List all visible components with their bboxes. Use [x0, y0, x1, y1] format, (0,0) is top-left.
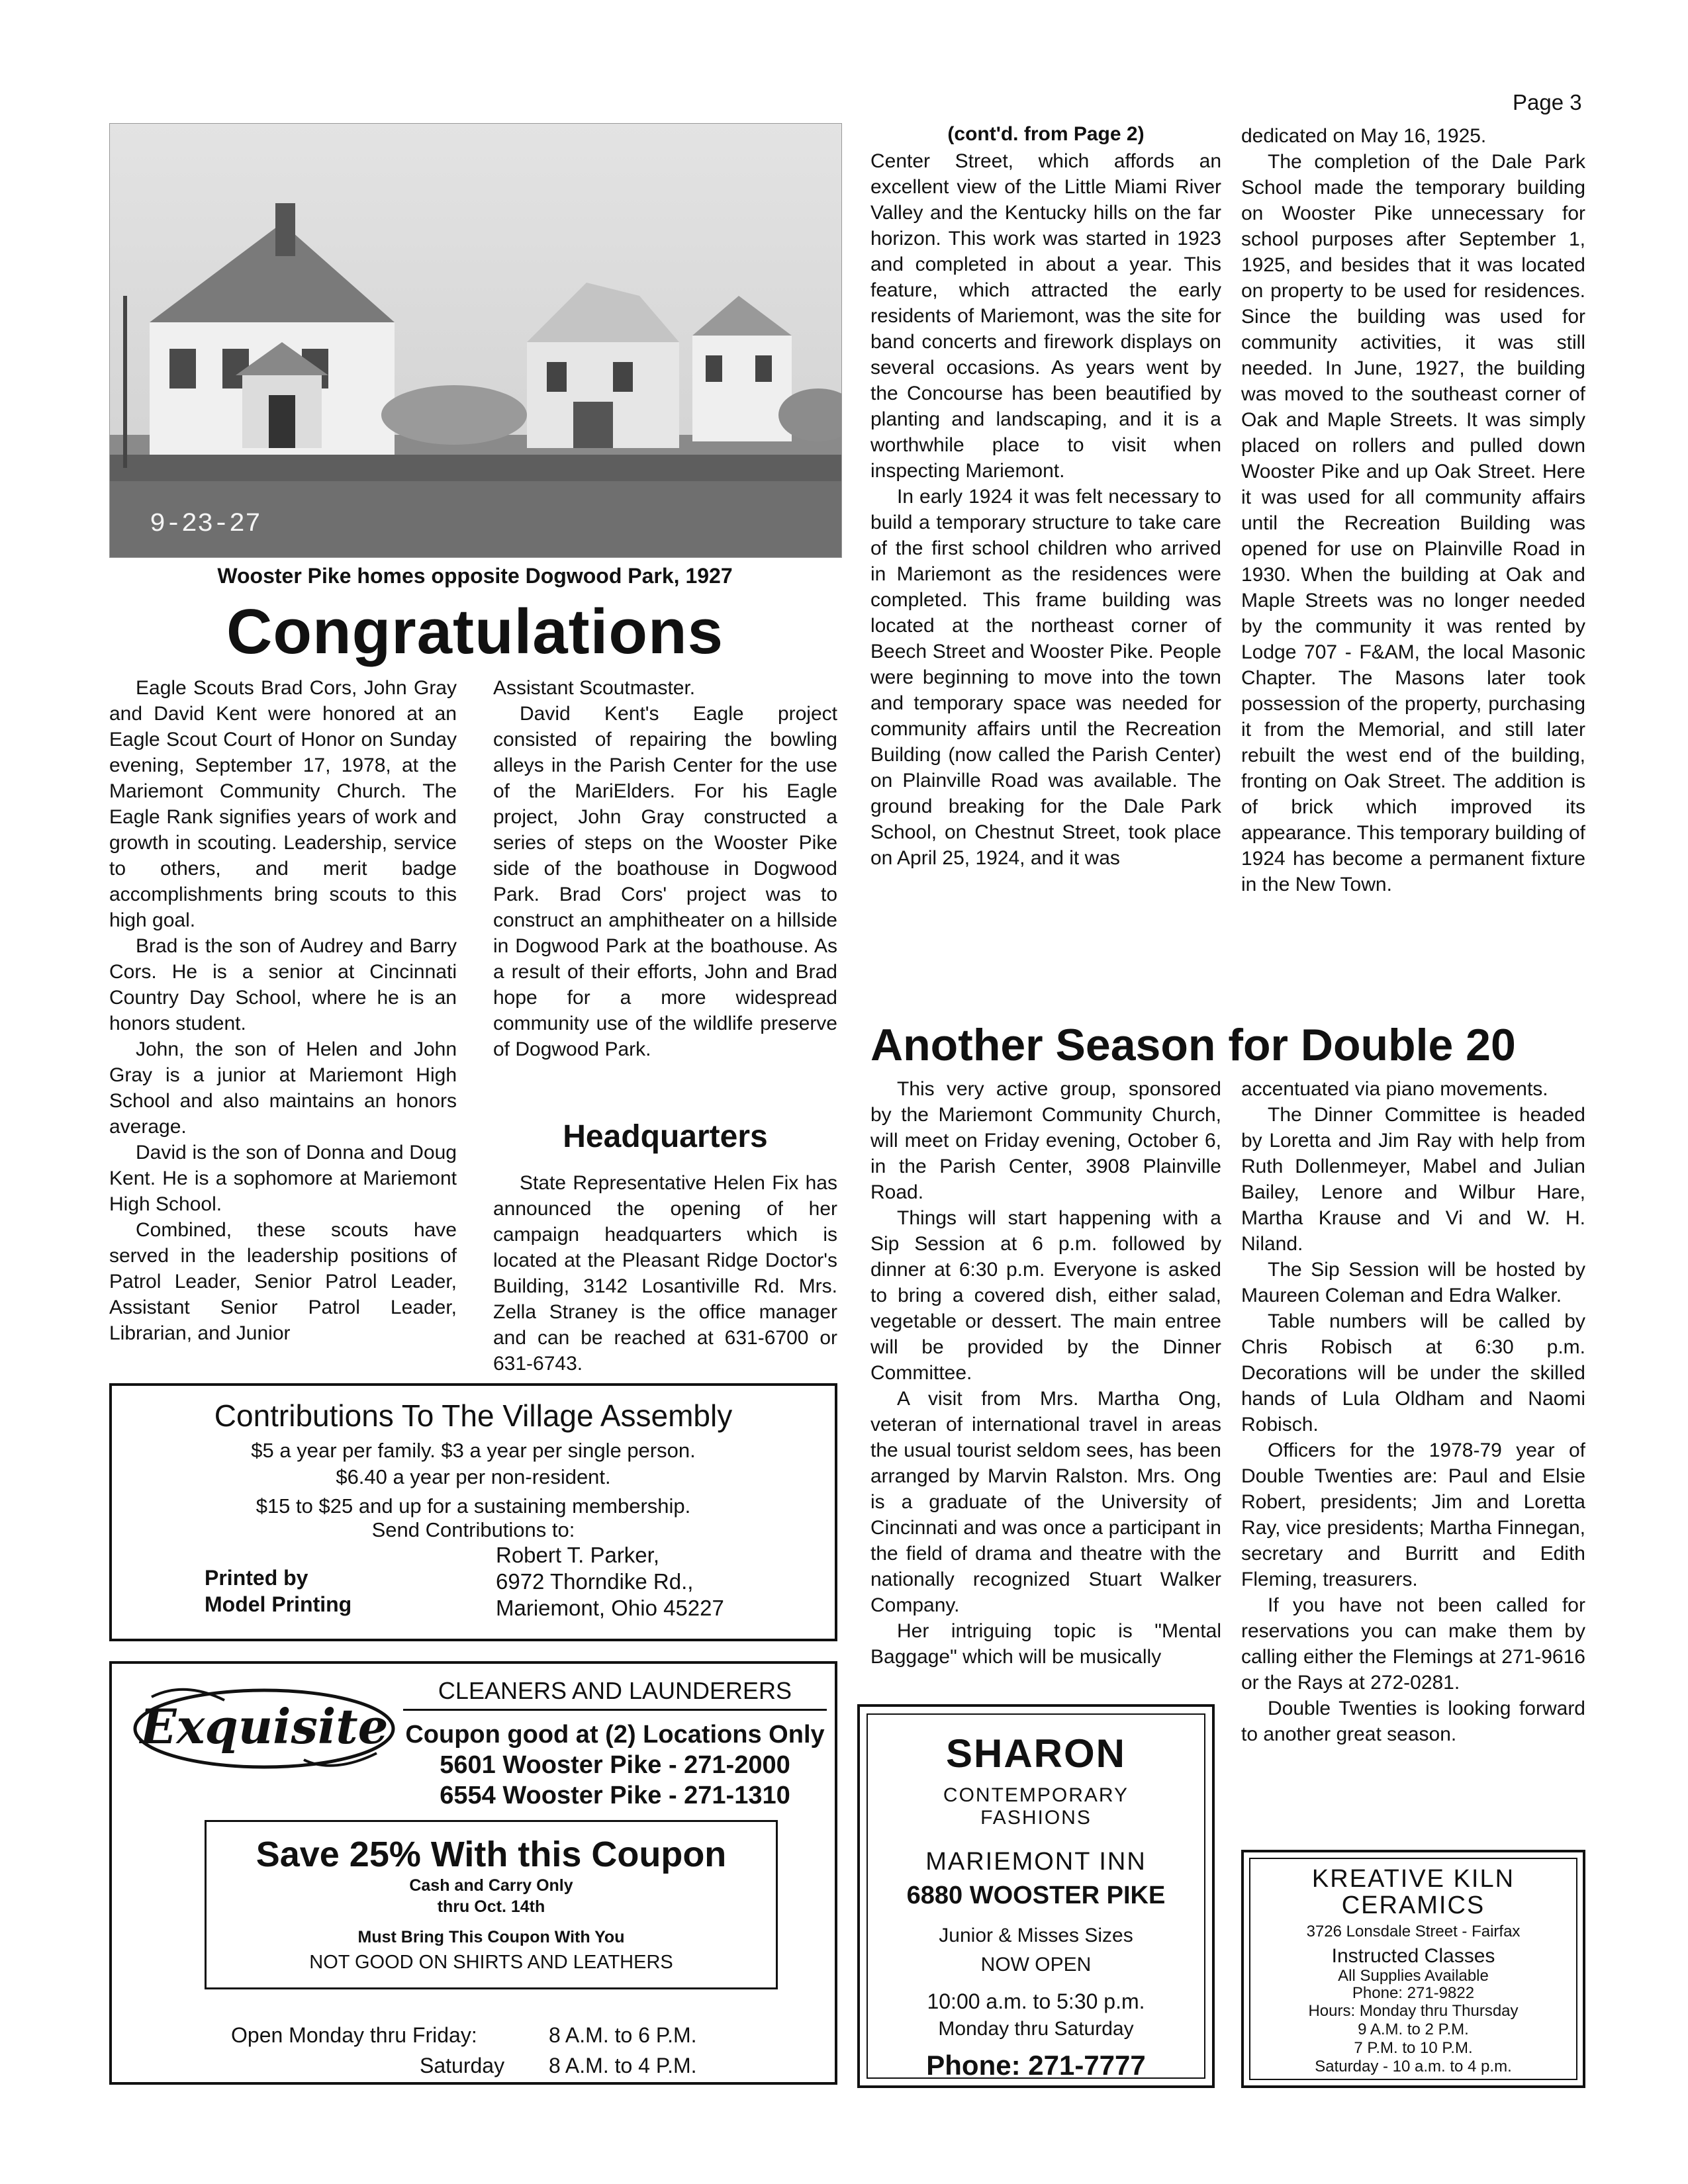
- kiln-classes: Instructed Classes: [1331, 1945, 1495, 1967]
- hours-value: 8 A.M. to 6 P.M.: [549, 2023, 697, 2047]
- coupon-box: [205, 1820, 778, 1989]
- address-line: 6972 Thorndike Rd.,: [496, 1569, 694, 1594]
- paragraph: Combined, these scouts have served in the leadership positions of Patrol Leader, Senior Patrol Leader, Assistant Senior Patrol Leader, Librarian, and Junior: [109, 1219, 457, 1344]
- kiln-hours: Hours: Monday thru Thursday: [1308, 2002, 1519, 2020]
- location-1: 5601 Wooster Pike - 271-2000: [440, 1751, 790, 1779]
- headquarters-heading: Headquarters: [563, 1119, 768, 1154]
- logo-text: Exquisite: [140, 1698, 389, 1754]
- paragraph: This very active group, sponsored by the Mariemont Community Church, will meet on Friday evening, October 6, in the Parish Center, 3908 Plainville Road.: [870, 1078, 1221, 1203]
- double20-column-4: [1241, 1076, 1585, 1747]
- contributions-title: Contributions To The Village Assembly: [214, 1398, 733, 1433]
- contributions-box: [109, 1383, 837, 1641]
- hours-row: [231, 2050, 697, 2081]
- photo-caption: Wooster Pike homes opposite Dogwood Park, 1927: [217, 564, 733, 588]
- kiln-name-line: CERAMICS: [1341, 1891, 1485, 1919]
- paragraph: Brad is the son of Audrey and Barry Cors. He is a senior at Cincinnati Country Day School, where he is an honors student.: [109, 935, 457, 1034]
- contributions-address: [496, 1542, 724, 1621]
- paragraph: The Dinner Committee is headed by Loretta and Jim Ray with help from Ruth Dollenmeyer, Mabel and Julian Bailey, Lenore and Wilbur Hare, Martha Krause and Vi and W. H. Niland.: [1241, 1104, 1585, 1255]
- hours-label: Saturday: [420, 2054, 505, 2077]
- kiln-address: 3726 Lonsdale Street - Fairfax: [1306, 1923, 1521, 1940]
- hours-value: 8 A.M. to 4 P.M.: [549, 2054, 697, 2077]
- paragraph: A visit from Mrs. Martha Ong, veteran of international travel in areas the usual tourist seldom sees, has been arranged by Marvin Ralston. Mrs. Ong is a graduate of the University of Cincinnati and was once a participant in the field of drama and theatre with the nationally recognized Stuart Walker Company.: [870, 1388, 1221, 1616]
- sharon-inn: MARIEMONT INN: [925, 1848, 1147, 1876]
- printer-name: Model Printing: [205, 1592, 352, 1616]
- exquisite-logo: [125, 1677, 403, 1776]
- not-good-note: NOT GOOD ON SHIRTS AND LEATHERS: [309, 1952, 673, 1973]
- paragraph: accentuated via piano movements.: [1241, 1078, 1548, 1100]
- paragraph: State Representative Helen Fix has announced the opening of her campaign headquarters which is located at the Pleasant Ridge Doctor's Building, 3142 Losantiville Rd. Mrs. Zella Straney is the office manager and can be reached at 631-6700 or 631-6743.: [493, 1172, 837, 1375]
- paragraph: Assistant Scoutmaster.: [493, 677, 696, 699]
- exquisite-cleaners-ad: [109, 1661, 837, 2085]
- cleaners-header: CLEANERS AND LAUNDERERS: [438, 1677, 792, 1704]
- hours-row: [231, 2020, 697, 2050]
- headquarters-article: [493, 1170, 837, 1377]
- paragraph: Table numbers will be called by Chris Robisch at 6:30 p.m. Decorations will be under the skilled hands of Lula Oldham and Naomi Robisch.: [1241, 1310, 1585, 1435]
- contributions-sustaining: $15 to $25 and up for a sustaining membership.: [256, 1494, 691, 1518]
- divider: [403, 1709, 827, 1711]
- sharon-address: 6880 WOOSTER PIKE: [906, 1882, 1166, 1909]
- sharon-name: SHARON: [945, 1731, 1126, 1776]
- kreative-kiln-ad: [1241, 1850, 1585, 2088]
- cash-carry: Cash and Carry Only: [409, 1876, 573, 1895]
- contributions-rates: $5 a year per family. $3 a year per single person.: [251, 1439, 696, 1462]
- kiln-name: [1250, 1866, 1576, 1919]
- sharon-phone: Phone: 271-7777: [926, 2050, 1146, 2081]
- paragraph: Eagle Scouts Brad Cors, John Gray and David Kent were honored at an Eagle Scout Court of Honor on Sunday evening, September 17, 1978, at the Mariemont Community Church. The Eagle Rank signifies years of work and growth in scouting. Leadership, service to others, and merit badge accomplishments bring scouts to this high goal.: [109, 677, 457, 931]
- coupon-note: Coupon good at (2) Locations Only: [405, 1721, 825, 1749]
- paragraph: The Sip Session will be hosted by Maureen Coleman and Edra Walker.: [1241, 1259, 1585, 1306]
- paragraph: David Kent's Eagle project consisted of repairing the bowling alleys in the Parish Center for the use of the MariElders. For his Eagle project, John Gray constructed a series of steps on the Wooster Pike side of the boathouse in Dogwood Park. Brad Cors' project was to construct an amphitheater on a hillside in Dogwood Park at the boathouse. As a result of their efforts, John and Brad hope for a more widespread community use of the wildlife preserve of Dogwood Park.: [493, 703, 837, 1060]
- sharon-fashions-ad: [857, 1704, 1215, 2088]
- tagline-line: FASHIONS: [980, 1807, 1092, 1829]
- printed-by: [205, 1565, 352, 1617]
- paragraph: If you have not been called for reservations you can make them by calling either the Flemings at 271-9616 or the Rays at 272-0281.: [1241, 1594, 1585, 1694]
- continued-note: (cont'd. from Page 2): [947, 123, 1145, 145]
- tagline-line: CONTEMPORARY: [943, 1784, 1129, 1806]
- history-column-3: [870, 148, 1221, 871]
- contributions-nonresident: $6.40 a year per non-resident.: [336, 1465, 611, 1488]
- coupon-expiry: thru Oct. 14th: [437, 1897, 545, 1916]
- kiln-hours-2: 7 P.M. to 10 P.M.: [1354, 2039, 1473, 2057]
- houses-photo: [109, 123, 842, 558]
- paragraph: Center Street, which affords an excellent view of the Little Miami River Valley and the Kentucky hills on the far horizon. This work was started in 1923 and completed in about a year. This feature, which attracted the early residents of Mariemont, was the site for band concerts and firework displays on several occasions. As years went by the Concourse has been beautified by planting and landscaping, and it is a worthwhile place to visit when inspecting Mariemont.: [870, 150, 1221, 482]
- congratulations-headline: Congratulations: [226, 596, 724, 667]
- printed-by-label: Printed by: [205, 1566, 308, 1590]
- sharon-tagline: [868, 1784, 1204, 1829]
- paragraph: David is the son of Donna and Doug Kent. He is a sophomore at Mariemont High School.: [109, 1142, 457, 1215]
- paragraph: John, the son of Helen and John Gray is a junior at Mariemont High School and also maintains an honors average.: [109, 1038, 457, 1138]
- congrats-column-1: [109, 675, 457, 1346]
- history-column-4: [1241, 123, 1585, 897]
- hours-label: Open Monday thru Friday:: [231, 2023, 477, 2047]
- kiln-supplies: All Supplies Available: [1338, 1967, 1489, 1985]
- paragraph: dedicated on May 16, 1925.: [1241, 125, 1487, 147]
- contributions-send-to: Send Contributions to:: [371, 1518, 575, 1541]
- sharon-days: Monday thru Saturday: [938, 2018, 1134, 2040]
- photo-date: 9-23-27: [150, 510, 261, 539]
- sharon-time: 10:00 a.m. to 5:30 p.m.: [927, 1989, 1145, 2013]
- coupon-locations: [390, 1719, 840, 1811]
- paragraph: Double Twenties is looking forward to another great season.: [1241, 1698, 1585, 1745]
- page-number: Page 3: [1513, 90, 1582, 114]
- double20-column-3: [870, 1076, 1221, 1670]
- paragraph: The completion of the Dale Park School made the temporary building on Wooster Pike unnecessary for school purposes after September 1, 1925, and besides that it was located on property to be used for residences. Since the building was used for community activities, it was still needed. In June, 1927, the building was moved to the southeast corner of Oak and Maple Streets. It was simply placed on rollers and pulled down Wooster Pike and up Oak Street. Here it was used for all community affairs until the Recreation Building was opened for use on Plainville Road in 1930. When the building at Oak and Maple Streets was no longer needed by the community it was rented by Lodge 707 - F&AM, the local Masonic Chapter. The Masons later took possession of the property, purchasing it from the Memorial, and still later rebuilt the west end of the building, fronting on Oak Street. The addition is of brick which improved its appearance. This temporary building of 1924 has become a permanent fixture in the New Town.: [1241, 151, 1585, 895]
- kiln-name-line: KREATIVE KILN: [1311, 1865, 1515, 1893]
- paragraph: In early 1924 it was felt necessary to build a temporary structure to take care of the first school children who arrived in Mariemont as the residences were completed. This frame building was located at the northeast corner of Beech Street and Wooster Pike. People were beginning to move into the town and temporary space was needed for community affairs until the Recreation Building (now called the Parish Center) on Plainville Road was available. The ground breaking for the Dale Park School, on Chestnut Street, took place on April 25, 1924, and it was: [870, 486, 1221, 869]
- kiln-hours-1: 9 A.M. to 2 P.M.: [1358, 2021, 1469, 2038]
- bring-coupon: Must Bring This Coupon With You: [357, 1928, 625, 1946]
- kiln-saturday: Saturday - 10 a.m. to 4 p.m.: [1315, 2058, 1512, 2075]
- save-25-headline: Save 25% With this Coupon: [256, 1835, 727, 1874]
- address-line: Mariemont, Ohio 45227: [496, 1596, 724, 1620]
- address-line: Robert T. Parker,: [496, 1543, 660, 1567]
- paragraph: Her intriguing topic is "Mental Baggage" which will be musically: [870, 1620, 1221, 1668]
- sharon-sizes: Junior & Misses Sizes: [939, 1925, 1133, 1946]
- paragraph: Officers for the 1978-79 year of Double Twenties are: Paul and Elsie Robert, presidents; Jim and Loretta Ray, vice presidents; Martha Finnegan, secretary and Burritt and Edith Fleming, treasurers.: [1241, 1439, 1585, 1590]
- kiln-phone: Phone: 271-9822: [1352, 1984, 1475, 2002]
- location-2: 6554 Wooster Pike - 271-1310: [440, 1782, 790, 1809]
- congrats-column-2: [493, 675, 837, 1062]
- sharon-open: NOW OPEN: [980, 1954, 1092, 1976]
- paragraph: Things will start happening with a Sip Session at 6 p.m. followed by dinner at 6:30 p.m. Everyone is asked to bring a covered dish, either salad, vegetable or dessert. The main entree will be provided by the Dinner Committee.: [870, 1207, 1221, 1384]
- cleaners-hours: [231, 2020, 697, 2081]
- double-20-headline: Another Season for Double 20: [870, 1020, 1516, 1070]
